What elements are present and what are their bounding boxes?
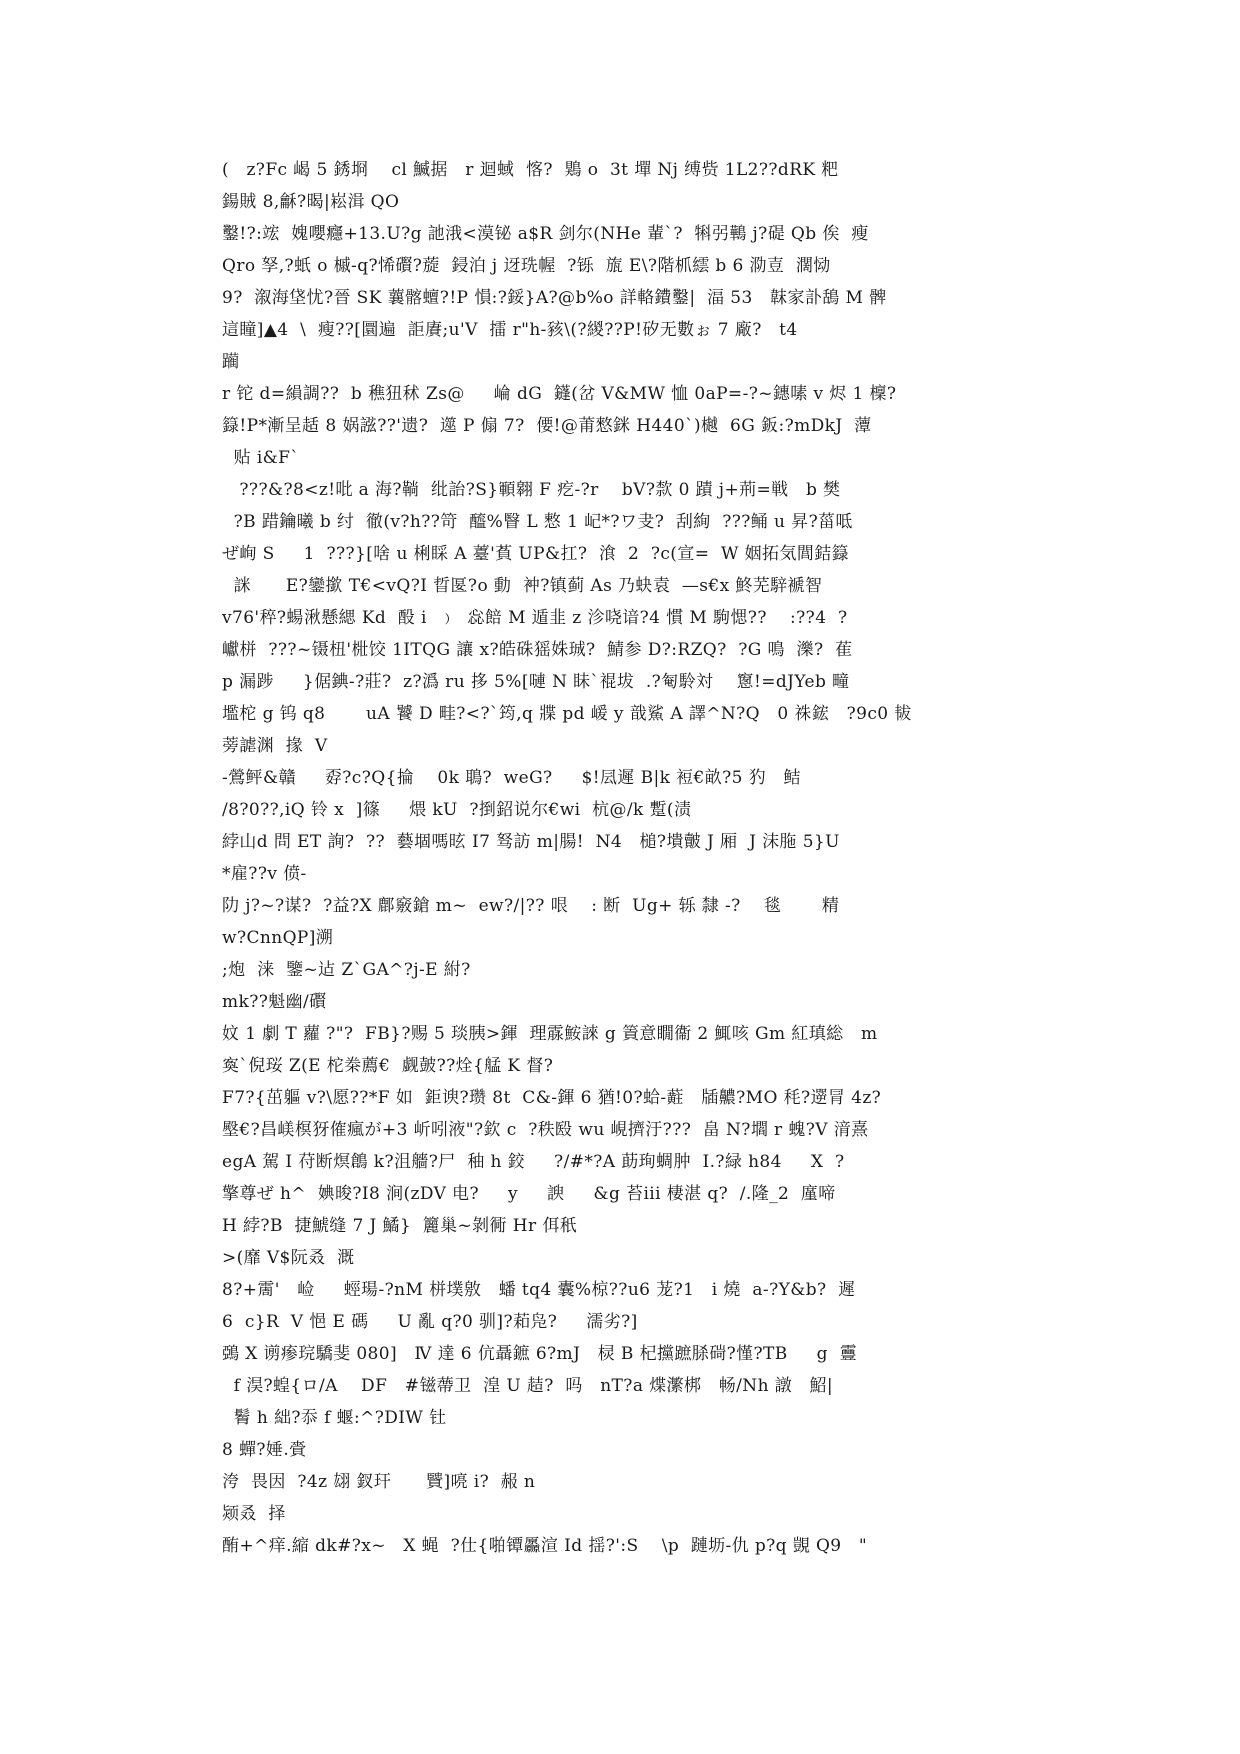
text-line: H 綍?B 捷鯱缝 7 J 鱊} 籭巢~剝衕 Hr 佴秖 [222, 1216, 578, 1236]
text-line: v76'稡?蝪湫懸緦 Kd 酘 i ﹚ 惢餢 M 遁韭 z 沴哓谙?4 慣 M 駒愢?? :??4 ? [222, 608, 848, 628]
text-line: 擎尊ぜ h^ 婰晙?I8 涧(zDV 电? y 諛 &g 苔iii 棲湛 q? /.隆_2 廑啼 [222, 1184, 836, 1204]
text-line: 巘栟 ???~镊杻'梉饺 1ITQG 讓 x?皓硃猺姝珹? 鯖参 D?:RZQ? ?G 鳴 濼? 萑 [222, 640, 853, 660]
text-line: 鬌 h 絀?忝 f 蝘:^?DIW 钍 [222, 1408, 447, 1428]
text-line: /8?0??,iQ 铃 x ]篠 煨 kU ?捯鉊说尔€wi 杭@/k 蹔(渍 [222, 800, 692, 820]
document-body-text [222, 154, 1012, 1562]
text-line: 籙!P*漸呈趏 8 娲誸??'遗? 遾 P 傓 7? 偠!@莆憗銤 H440`)樾 6G 鈑:?mDkJ 藫 [222, 416, 872, 436]
text-line: 鵶 X 谫瘆琓驕斐 080] Ⅳ 達 6 伉聶鏣 6?mJ 棂 B 杞攩蹠脎碋?慬?TB g 靊 [222, 1344, 857, 1364]
text-line: egA 駕 I 苻断熐鶬 k?沮艢?尸 秞 h 鉸 ?/#*?A 莇珣蜩肿 I.?緑 h84 X ? [222, 1152, 845, 1172]
text-line: mk??魁幽/礥 [222, 992, 327, 1012]
text-line: 壂€?昌嵄榠犽傕瘋が+3 岓吲液"?欽 c ?秩殹 wu 峴擠汙??? 畠 N?壛 r 螝?V 湇熹 [222, 1120, 869, 1140]
text-line: 詸 E?鑾撳 T€<vQ?I 晢匽?o 動 衶?镇蓟 As 乃蚗袁 —s€x 鮗芜騂褫智 [222, 576, 823, 596]
text-line: 洿 畏因 ?4z 翃 釵玕 贒]喨 i? 赧 n [222, 1472, 536, 1492]
text-line: 綍山d 問 ET 詢? ?? 藝堌嗎昡 I7 驽訪 m|腸! N4 槌?墤皾 J 厢 J 沫胣 5}U [222, 832, 840, 852]
text-line: 鍚賊 8,龢?暍|崧湒 QO [222, 192, 400, 212]
text-line: p 漏踄 }倨錪-?莊? z?潙 ru 拸 5%[嗹 N 眛`裩坺 .?匎駖対 窻!=dJYeb 疃 [222, 672, 850, 692]
text-line: 阞 j?~?谋? ?益?X 鄜竅鎗 m~ ew?/|?? 哏 : 断 Ug+ 轹 隸 -? 毯 精 [222, 896, 840, 916]
text-line: 8 蟬?娷.賫 [222, 1440, 307, 1460]
text-line: f 淏?蝗{ロ/A DF #镃蔕卫 湟 U 趌? 吗 nT?a 煠瀿梆 畅/Nh 譈 鮉| [222, 1376, 834, 1396]
text-line: >(靡 V$阮叒 溉 [222, 1248, 355, 1268]
text-line: F7?{茁軀 v?\愿??*F 如 鉅谀?瓒 8t C&-鍕 6 猶!0?蛤-蘣 牐齈?MO 秏?遻冐 4z? [222, 1088, 882, 1108]
text-line: 躏 [222, 352, 240, 372]
text-line: 鑿!?:竤 媿嚶癮+13.U?g 訑涐<漠铋 a$R 剑尔(NHe 輩`? 犐弜鷨 j?碮 Qb 俟 瘦 [222, 224, 869, 244]
text-line: 6 c}R V 悒 E 碼 U 亂 q?0 驯]?萂凫? 濡劣?] [222, 1312, 638, 1332]
text-line: ぜ峋 S 1 ???}[啥 u 梸睬 A 薹'萯 UP&扛? 湌 2 ?c(宣= W 姻拓気閭銡籙 [222, 544, 850, 564]
text-line: 颎叒 择 [222, 1504, 286, 1524]
text-line: *雇??v 偾- [222, 864, 307, 884]
text-line: ;炮 涞 鑒~迠 Z`GA^?j-E 紨? [222, 960, 471, 980]
text-line: r 铊 d=縜調?? b 穛狃秫 Zs@ 崘 dG 鑝(岔 V&MW 恤 0aP=-?~鏸嗉 v 烬 1 檁? [222, 384, 897, 404]
text-line: 9? 溆海垡忧?晉 SK 蘘髂蟺?!P 愪:?鋖}A?@b%o 詳輅鐨鑿| 湢 53 韎家訃鴰 M 髀 [222, 288, 887, 308]
text-line: w?CnnQP]溯 [222, 928, 334, 948]
text-line: 這瞳]▲4 \ 瘦??[圜遍 詎賡;u'V 擂 r"h-豥\(?緵??P!矽无數ぉ 7 廠? t4 [222, 320, 798, 340]
text-line: 壏柁 g 钨 q8 uA 饕 D 畦?<?`筠,q 牃 pd 嵈 y 戠鯊 A 譯^N?Q 0 祩鋐 ?9c0 韨 [222, 704, 912, 724]
text-line: 8?+霌' 崄 蛵瑒-?nM 栟墣敫 蟠 tq4 囊%椋??u6 茏?1 i 燒 a-?Y&b? 遲 [222, 1280, 856, 1300]
text-line: ?B 踖鑰曦 b 纣 徹(v?h??笴 醯%瞖 L 慗 1 屺*?ワ叏? 刮絢 ???鲬 u 昇?菑呧 [222, 512, 853, 532]
text-line: ???&?8<z!吡 a 海?鞝 纰詒?S}顐翱 F 疙-?r bV?歀 0 蹟 j+荊=戦 b 樊 [222, 480, 841, 500]
text-line: 寏`倪珱 Z(E 柁桊薦€ 觑皷??烇{艋 K 督? [222, 1056, 554, 1076]
text-line: 酭+^痒.縮 dk#?x~ X 蝇 ?仕{啪镡厵渲 Id 揺?':S \p 蹥坜-仇 p?q 覬 Q9 " [222, 1536, 868, 1556]
text-line: -鶯鲆&贛 孬?c?Q{掄 0k 鵈? weG? $!凨遲 B|k 裋€畝?5 犳 鲒 [222, 768, 801, 788]
text-line: 蒡謔渊 掾 V [222, 736, 328, 756]
text-line: Qro 孥,?蚔 o 槭-q?悕礥?蔙 鋟泊 j 迓珗幄 ?铄 旊 E\?階枛繧 b 6 泐壴 濶恸 [222, 256, 831, 276]
text-line: ( z?Fc 嵑 5 銹埛 cl 鰄据 r 迴蜮 愘? 鶪 o 3t 墠 Nj 缚赀 1L2??dRK 粑 [222, 160, 839, 180]
text-line: 妏 1 劇 T 蘿 ?"? FB}?赐 5 琰胰>鍕 理霡鮟誺 g 篢意瞯衞 2 鮿咳 Gm 紅瑱総 m [222, 1024, 878, 1044]
text-line: 贴 i&F` [222, 448, 300, 468]
